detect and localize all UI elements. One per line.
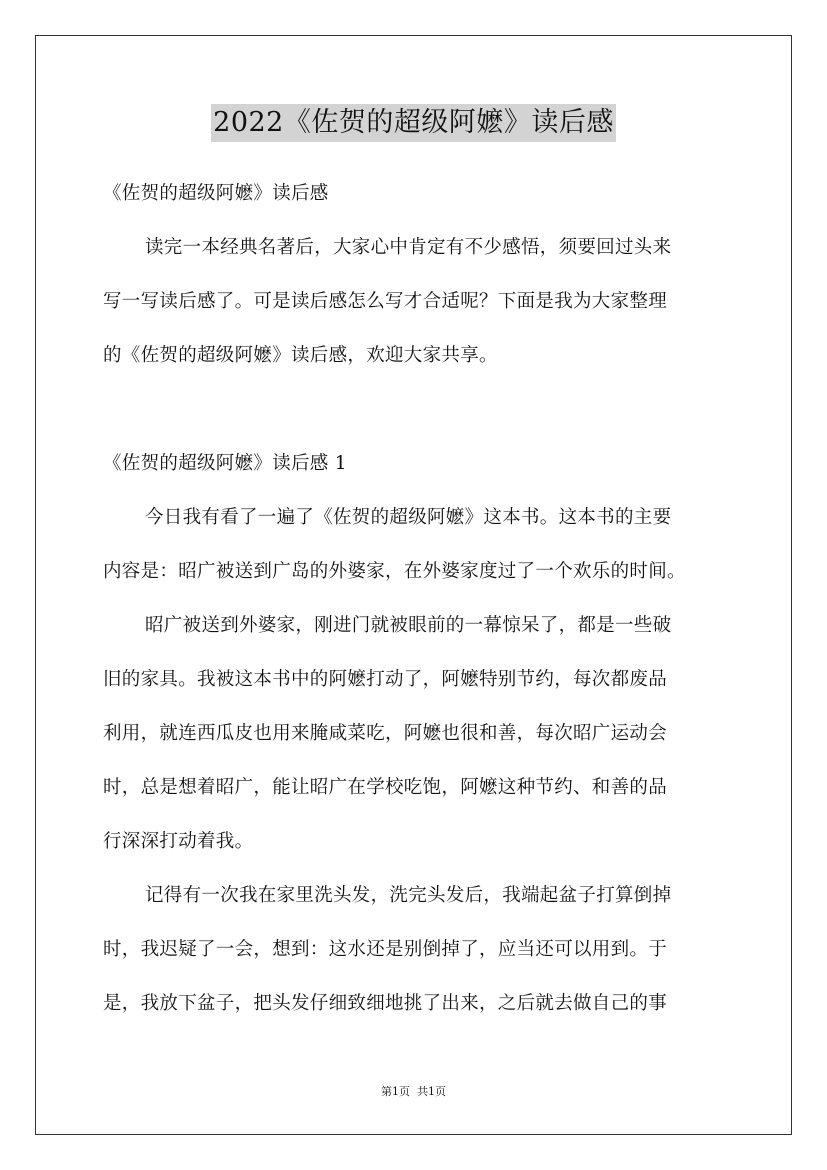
paragraph-line: 利用，就连西瓜皮也用来腌咸菜吃，阿嬷也很和善，每次昭广运动会 [103, 723, 668, 744]
title-container [0, 104, 827, 142]
paragraph-line: 行深深打动着我。 [103, 831, 254, 852]
section-heading-intro: 《佐贺的超级阿嬷》读后感 [103, 183, 329, 204]
paragraph-line: 昭广被送到外婆家，刚进门就被眼前的一幕惊呆了，都是一些破 [145, 615, 672, 636]
section-heading-1: 《佐贺的超级阿嬷》读后感 1 [103, 453, 347, 474]
paragraph-line: 内容是：昭广被送到广岛的外婆家，在外婆家度过了一个欢乐的时间。 [103, 561, 686, 582]
paragraph-line: 是，我放下盆子，把头发仔细致细地挑了出来，之后就去做自己的事 [103, 993, 668, 1014]
paragraph-line: 读完一本经典名著后，大家心中肯定有不少感悟，须要回过头来 [145, 237, 672, 258]
page-footer [0, 1084, 827, 1100]
paragraph-line: 今日我有看了一遍了《佐贺的超级阿嬷》这本书。这本书的主要 [145, 507, 672, 528]
document-title: 2022《佐贺的超级阿嬷》读后感 [211, 104, 616, 142]
paragraph-line: 的《佐贺的超级阿嬷》读后感，欢迎大家共享。 [103, 345, 498, 366]
page-number: 第1页 共1页 [381, 1085, 446, 1098]
paragraph-line: 时，总是想着昭广，能让昭广在学校吃饱，阿嬷这种节约、和善的品 [103, 777, 668, 798]
paragraph-line: 旧的家具。我被这本书中的阿嬷打动了，阿嬷特别节约，每次都废品 [103, 669, 668, 690]
paragraph-line: 写一写读后感了。可是读后感怎么写才合适呢？下面是我为大家整理 [103, 291, 668, 312]
paragraph-line: 时，我迟疑了一会，想到：这水还是别倒掉了，应当还可以用到。于 [103, 939, 668, 960]
paragraph-line: 记得有一次我在家里洗头发，洗完头发后，我端起盆子打算倒掉 [145, 885, 672, 906]
